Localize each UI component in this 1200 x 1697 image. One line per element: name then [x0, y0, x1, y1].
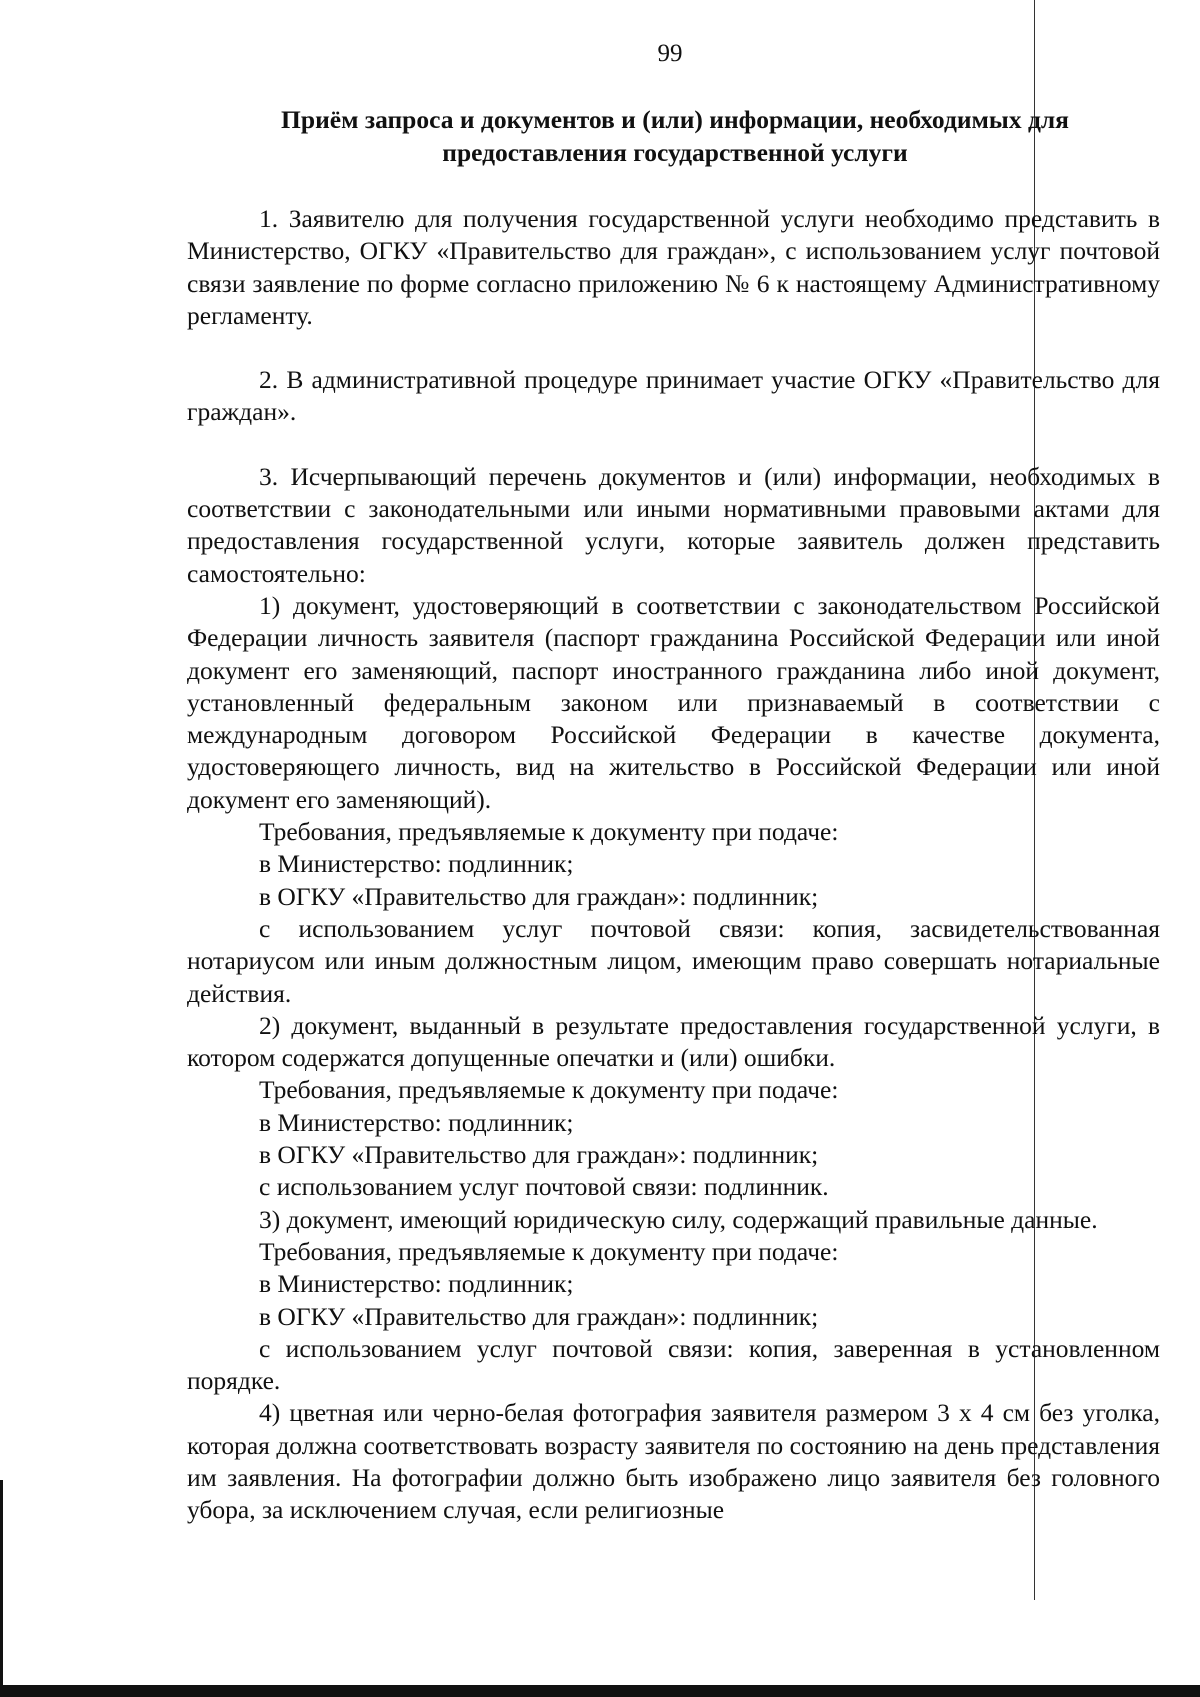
requirement-ministry: в Министерство: подлинник; [259, 1107, 574, 1137]
requirements-intro: Требования, предъявляемые к документу при подаче: [259, 1236, 839, 1266]
document-body [187, 203, 1160, 1527]
section-heading: Приём запроса и документов и (или) информации, необходимых для предоставления государственной услуги [281, 105, 1069, 167]
requirement-ministry: в Министерство: подлинник; [259, 849, 574, 879]
paragraph-2: 2. В административной процедуре принимает участие ОГКУ «Правительство для граждан». [187, 365, 1160, 427]
scan-artifact-bar [0, 1685, 1200, 1697]
requirement-post: с использованием услуг почтовой связи: копия, засвидетельствованная нотариусом или иным должностным лицом, имеющим право совершать нотариальные действия. [187, 913, 1160, 1008]
requirement-post: с использованием услуг почтовой связи: копия, заверенная в установленном порядке. [187, 1333, 1160, 1396]
list-item-2: 2) документ, выданный в результате предоставления государственной услуги, в котором содержатся допущенные опечатки и (или) ошибки. [187, 1010, 1160, 1073]
paragraph-1: 1. Заявителю для получения государственной услуги необходимо представить в Министерство, ОГКУ «Правительство для граждан», с использованием услуг почтовой связи заявление по форме согласно приложению № 6 к настоящему Административному регламенту. [187, 204, 1160, 330]
list-item-1: 1) документ, удостоверяющий в соответствии с законодательством Российской Федерации личность заявителя (паспорт гражданина Российской Федерации или иной документ его заменяющий, паспорт иностранного гражданина либо иной документ, установленный федеральным законом или признаваемый в соответствии с международным договором Российской Федерации в качестве документа, удостоверяющего личность, вид на жительство в Российской Федерации или иной документ его заменяющий). [187, 590, 1160, 814]
requirement-ogku: в ОГКУ «Правительство для граждан»: подлинник; [259, 1301, 819, 1331]
requirement-post: с использованием услуг почтовой связи: подлинник. [259, 1172, 829, 1202]
list-item-3: 3) документ, имеющий юридическую силу, содержащий правильные данные. [259, 1204, 1098, 1234]
requirement-ogku: в ОГКУ «Правительство для граждан»: подлинник; [259, 1140, 819, 1170]
list-item-4: 4) цветная или черно-белая фотография заявителя размером 3 х 4 см без уголка, которая должна соответствовать возрасту заявителя по состоянию на день представления им заявления. На фотографии должно быть изображено лицо заявителя без головного убора, за исключением случая, если религиозные [187, 1398, 1160, 1525]
requirement-ministry: в Министерство: подлинник; [259, 1269, 574, 1299]
scan-artifact-border [0, 1480, 3, 1697]
page-number: 99 [657, 40, 683, 67]
paragraph-3: 3. Исчерпывающий перечень документов и (или) информации, необходимых в соответствии с законодательными или иными нормативными правовыми актами для предоставления государственной услуги, которые заявитель должен представить самостоятельно: [187, 461, 1160, 588]
requirements-intro: Требования, предъявляемые к документу при подаче: [259, 817, 839, 847]
requirement-ogku: в ОГКУ «Правительство для граждан»: подлинник; [259, 881, 819, 911]
requirements-intro: Требования, предъявляемые к документу при подаче: [259, 1075, 839, 1105]
